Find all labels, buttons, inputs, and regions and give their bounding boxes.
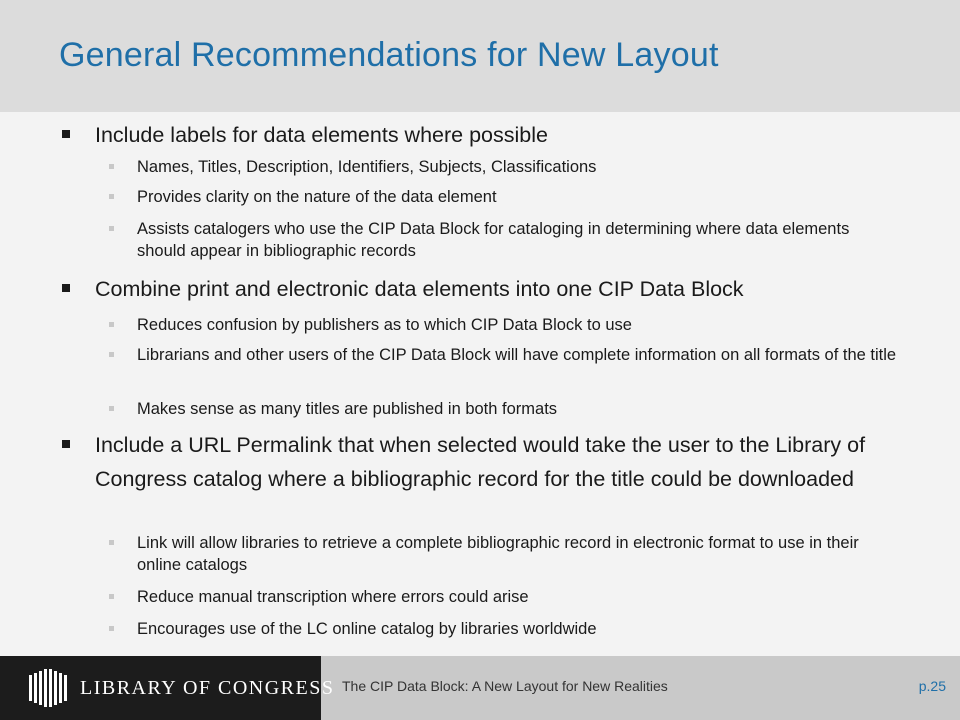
- bullet-3-sub-2: [137, 586, 897, 608]
- square-bullet-icon: [109, 406, 114, 411]
- square-bullet-icon: [109, 540, 114, 545]
- bullet-2-sub-3-text: Makes sense as many titles are published in both formats: [137, 400, 558, 418]
- square-bullet-icon: [109, 194, 114, 199]
- square-bullet-icon: [109, 594, 114, 599]
- bullet-1-text: Include labels for data elements where possible: [95, 123, 548, 147]
- bullet-2-text: Combine print and electronic data elements into one CIP Data Block: [95, 277, 744, 301]
- open-book-icon: [28, 669, 68, 707]
- slide-title: General Recommendations for New Layout: [59, 36, 719, 74]
- bullet-1-sub-2: [137, 186, 897, 208]
- bullet-1-sub-3: [137, 218, 897, 262]
- bullet-2-sub-1: [137, 314, 897, 336]
- bullet-3-sub-1: [137, 532, 897, 576]
- bullet-1-sub-1-text: Names, Titles, Description, Identifiers, Subjects, Classifications: [137, 158, 597, 176]
- footer: [0, 656, 960, 720]
- bullet-3-sub-2-text: Reduce manual transcription where errors could arise: [137, 588, 529, 606]
- page-number: p.25: [918, 678, 946, 694]
- bullet-2-sub-1-text: Reduces confusion by publishers as to which CIP Data Block to use: [137, 316, 632, 334]
- square-bullet-icon: [109, 226, 114, 231]
- square-bullet-icon: [109, 322, 114, 327]
- bullet-1-sub-1: [137, 156, 897, 178]
- logo-text: LIBRARY OF CONGRESS: [80, 677, 335, 699]
- bullet-2-sub-3: [137, 398, 897, 420]
- bullet-2-sub-2: [137, 344, 897, 366]
- presentation-title: The CIP Data Block: A New Layout for New Realities: [342, 678, 668, 694]
- square-bullet-icon: [62, 440, 70, 448]
- square-bullet-icon: [109, 626, 114, 631]
- bullet-3-sub-3-text: Encourages use of the LC online catalog by libraries worldwide: [137, 620, 597, 638]
- bullet-1-sub-2-text: Provides clarity on the nature of the data element: [137, 188, 497, 206]
- bullet-3: [95, 428, 915, 496]
- square-bullet-icon: [109, 164, 114, 169]
- bullet-2: [95, 274, 915, 304]
- bullet-1-sub-3-text: Assists catalogers who use the CIP Data Block for cataloging in determining where data elements should appear in bibliographic records: [137, 220, 850, 260]
- square-bullet-icon: [109, 352, 114, 357]
- library-of-congress-logo: [0, 656, 335, 720]
- bullet-3-sub-3: [137, 618, 897, 640]
- bullet-3-sub-1-text: Link will allow libraries to retrieve a complete bibliographic record in electronic format to use in their online catalogs: [137, 534, 859, 574]
- bullet-3-text: Include a URL Permalink that when selected would take the user to the Library of Congress catalog where a bibliographic record for the title could be downloaded: [95, 433, 866, 491]
- title-band: [0, 0, 960, 112]
- square-bullet-icon: [62, 284, 70, 292]
- square-bullet-icon: [62, 130, 70, 138]
- slide-content: [0, 112, 960, 656]
- bullet-1: [95, 120, 915, 150]
- bullet-2-sub-2-text: Librarians and other users of the CIP Data Block will have complete information on all formats of the title: [137, 346, 897, 364]
